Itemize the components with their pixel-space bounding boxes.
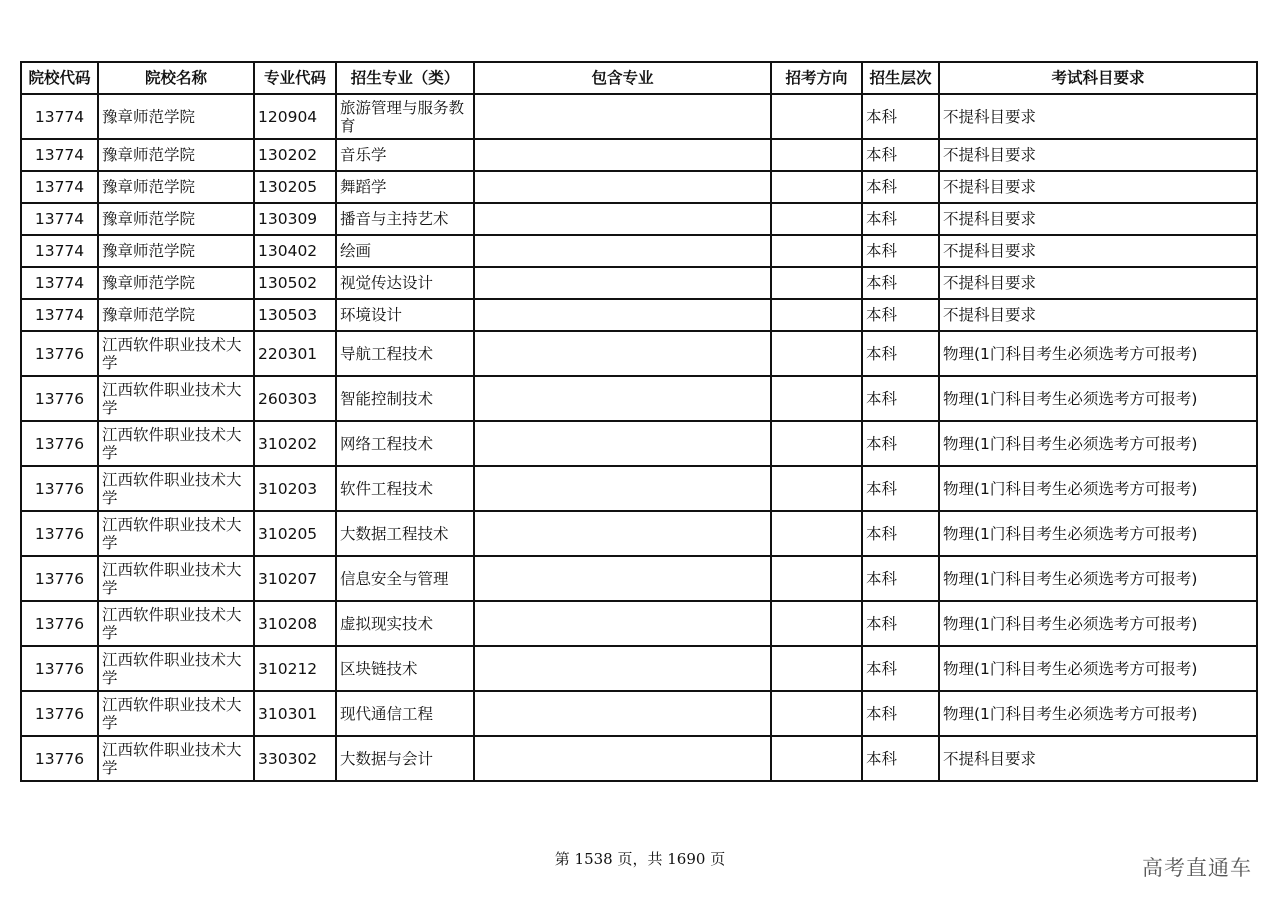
cell-major-category: 导航工程技术 — [336, 331, 474, 376]
table-row — [21, 331, 1257, 376]
cell-school-code: 13776 — [21, 511, 98, 556]
cell-included-majors — [474, 139, 771, 171]
cell-school-code: 13774 — [21, 203, 98, 235]
cell-school-code: 13774 — [21, 94, 98, 139]
cell-school-name: 豫章师范学院 — [98, 94, 254, 139]
cell-school-name: 豫章师范学院 — [98, 267, 254, 299]
cell-major-code: 260303 — [254, 376, 336, 421]
cell-school-code: 13776 — [21, 691, 98, 736]
cell-major-code: 310205 — [254, 511, 336, 556]
cell-exam-direction — [771, 139, 862, 171]
cell-included-majors — [474, 267, 771, 299]
cell-major-category: 视觉传达设计 — [336, 267, 474, 299]
cell-exam-direction — [771, 646, 862, 691]
cell-major-code: 130309 — [254, 203, 336, 235]
cell-school-name: 江西软件职业技术大学 — [98, 376, 254, 421]
cell-major-category: 环境设计 — [336, 299, 474, 331]
header-school-code: 院校代码 — [21, 62, 98, 94]
cell-school-code: 13774 — [21, 235, 98, 267]
cell-major-category: 大数据工程技术 — [336, 511, 474, 556]
cell-enrollment-level: 本科 — [862, 267, 939, 299]
cell-subject-requirements: 不提科目要求 — [939, 235, 1257, 267]
table-row — [21, 466, 1257, 511]
cell-subject-requirements: 物理(1门科目考生必须选考方可报考) — [939, 601, 1257, 646]
cell-exam-direction — [771, 691, 862, 736]
cell-included-majors — [474, 511, 771, 556]
table-row — [21, 556, 1257, 601]
header-enrollment-level: 招生层次 — [862, 62, 939, 94]
cell-subject-requirements: 物理(1门科目考生必须选考方可报考) — [939, 331, 1257, 376]
cell-major-code: 130502 — [254, 267, 336, 299]
page-number: 第 1538 页，共 1690 页 — [554, 850, 726, 868]
cell-exam-direction — [771, 466, 862, 511]
cell-major-code: 330302 — [254, 736, 336, 781]
cell-school-code: 13776 — [21, 601, 98, 646]
cell-school-name: 豫章师范学院 — [98, 139, 254, 171]
cell-major-code: 130202 — [254, 139, 336, 171]
table-row — [21, 511, 1257, 556]
cell-school-code: 13774 — [21, 171, 98, 203]
cell-school-name: 江西软件职业技术大学 — [98, 556, 254, 601]
cell-exam-direction — [771, 235, 862, 267]
cell-school-name: 江西软件职业技术大学 — [98, 736, 254, 781]
cell-school-code: 13776 — [21, 646, 98, 691]
header-exam-direction: 招考方向 — [771, 62, 862, 94]
cell-major-code: 130205 — [254, 171, 336, 203]
cell-included-majors — [474, 376, 771, 421]
cell-included-majors — [474, 331, 771, 376]
header-major-code: 专业代码 — [254, 62, 336, 94]
cell-enrollment-level: 本科 — [862, 466, 939, 511]
cell-included-majors — [474, 421, 771, 466]
cell-school-code: 13776 — [21, 556, 98, 601]
table-row — [21, 235, 1257, 267]
cell-subject-requirements: 不提科目要求 — [939, 267, 1257, 299]
cell-major-code: 310202 — [254, 421, 336, 466]
cell-major-code: 220301 — [254, 331, 336, 376]
cell-major-category: 音乐学 — [336, 139, 474, 171]
cell-school-name: 江西软件职业技术大学 — [98, 691, 254, 736]
cell-exam-direction — [771, 556, 862, 601]
cell-major-category: 现代通信工程 — [336, 691, 474, 736]
cell-school-name: 江西软件职业技术大学 — [98, 466, 254, 511]
cell-major-category: 大数据与会计 — [336, 736, 474, 781]
admissions-table — [20, 61, 1258, 782]
table-row — [21, 267, 1257, 299]
cell-included-majors — [474, 235, 771, 267]
cell-subject-requirements: 物理(1门科目考生必须选考方可报考) — [939, 511, 1257, 556]
cell-school-name: 豫章师范学院 — [98, 299, 254, 331]
cell-included-majors — [474, 94, 771, 139]
cell-included-majors — [474, 601, 771, 646]
cell-school-code: 13776 — [21, 331, 98, 376]
cell-school-code: 13776 — [21, 421, 98, 466]
cell-major-code: 310208 — [254, 601, 336, 646]
cell-included-majors — [474, 736, 771, 781]
cell-major-category: 舞蹈学 — [336, 171, 474, 203]
table-row — [21, 171, 1257, 203]
cell-school-code: 13776 — [21, 466, 98, 511]
cell-school-name: 江西软件职业技术大学 — [98, 511, 254, 556]
cell-exam-direction — [771, 267, 862, 299]
table-row — [21, 601, 1257, 646]
cell-major-category: 虚拟现实技术 — [336, 601, 474, 646]
cell-included-majors — [474, 691, 771, 736]
cell-included-majors — [474, 556, 771, 601]
cell-enrollment-level: 本科 — [862, 601, 939, 646]
cell-major-category: 智能控制技术 — [336, 376, 474, 421]
cell-exam-direction — [771, 421, 862, 466]
table-row — [21, 736, 1257, 781]
cell-subject-requirements: 不提科目要求 — [939, 171, 1257, 203]
cell-exam-direction — [771, 203, 862, 235]
cell-enrollment-level: 本科 — [862, 299, 939, 331]
cell-school-name: 豫章师范学院 — [98, 171, 254, 203]
cell-major-category: 播音与主持艺术 — [336, 203, 474, 235]
cell-school-name: 江西软件职业技术大学 — [98, 331, 254, 376]
cell-school-name: 豫章师范学院 — [98, 235, 254, 267]
cell-major-category: 软件工程技术 — [336, 466, 474, 511]
cell-included-majors — [474, 466, 771, 511]
cell-subject-requirements: 不提科目要求 — [939, 94, 1257, 139]
cell-subject-requirements: 不提科目要求 — [939, 736, 1257, 781]
cell-exam-direction — [771, 736, 862, 781]
cell-enrollment-level: 本科 — [862, 139, 939, 171]
cell-major-category: 网络工程技术 — [336, 421, 474, 466]
cell-school-name: 豫章师范学院 — [98, 203, 254, 235]
cell-major-category: 信息安全与管理 — [336, 556, 474, 601]
cell-subject-requirements: 不提科目要求 — [939, 139, 1257, 171]
cell-major-category: 旅游管理与服务教育 — [336, 94, 474, 139]
cell-school-code: 13776 — [21, 736, 98, 781]
cell-exam-direction — [771, 171, 862, 203]
cell-school-code: 13774 — [21, 299, 98, 331]
table-row — [21, 691, 1257, 736]
cell-exam-direction — [771, 376, 862, 421]
header-major-category: 招生专业（类） — [336, 62, 474, 94]
cell-enrollment-level: 本科 — [862, 171, 939, 203]
cell-school-code: 13776 — [21, 376, 98, 421]
cell-enrollment-level: 本科 — [862, 331, 939, 376]
cell-major-code: 310203 — [254, 466, 336, 511]
cell-exam-direction — [771, 331, 862, 376]
cell-subject-requirements: 物理(1门科目考生必须选考方可报考) — [939, 376, 1257, 421]
table-row — [21, 646, 1257, 691]
cell-school-name: 江西软件职业技术大学 — [98, 601, 254, 646]
table-body — [21, 94, 1257, 781]
cell-enrollment-level: 本科 — [862, 235, 939, 267]
cell-enrollment-level: 本科 — [862, 691, 939, 736]
cell-major-category: 区块链技术 — [336, 646, 474, 691]
cell-enrollment-level: 本科 — [862, 556, 939, 601]
cell-enrollment-level: 本科 — [862, 511, 939, 556]
cell-subject-requirements: 物理(1门科目考生必须选考方可报考) — [939, 646, 1257, 691]
cell-enrollment-level: 本科 — [862, 203, 939, 235]
cell-school-name: 江西软件职业技术大学 — [98, 646, 254, 691]
table-row — [21, 299, 1257, 331]
cell-enrollment-level: 本科 — [862, 646, 939, 691]
cell-major-code: 130503 — [254, 299, 336, 331]
table-row — [21, 376, 1257, 421]
table-row — [21, 94, 1257, 139]
cell-major-code: 120904 — [254, 94, 336, 139]
cell-major-code: 310212 — [254, 646, 336, 691]
cell-enrollment-level: 本科 — [862, 376, 939, 421]
cell-included-majors — [474, 299, 771, 331]
watermark-text: 高考直通车 — [1142, 856, 1252, 880]
cell-subject-requirements: 物理(1门科目考生必须选考方可报考) — [939, 556, 1257, 601]
cell-exam-direction — [771, 299, 862, 331]
cell-enrollment-level: 本科 — [862, 94, 939, 139]
cell-subject-requirements: 物理(1门科目考生必须选考方可报考) — [939, 466, 1257, 511]
cell-school-code: 13774 — [21, 139, 98, 171]
cell-enrollment-level: 本科 — [862, 736, 939, 781]
cell-major-category: 绘画 — [336, 235, 474, 267]
cell-included-majors — [474, 203, 771, 235]
header-subject-requirements: 考试科目要求 — [939, 62, 1257, 94]
cell-exam-direction — [771, 94, 862, 139]
header-included-majors: 包含专业 — [474, 62, 771, 94]
cell-major-code: 310207 — [254, 556, 336, 601]
table-row — [21, 139, 1257, 171]
cell-subject-requirements: 不提科目要求 — [939, 203, 1257, 235]
cell-enrollment-level: 本科 — [862, 421, 939, 466]
cell-exam-direction — [771, 511, 862, 556]
cell-subject-requirements: 物理(1门科目考生必须选考方可报考) — [939, 691, 1257, 736]
cell-included-majors — [474, 171, 771, 203]
cell-major-code: 130402 — [254, 235, 336, 267]
cell-school-code: 13774 — [21, 267, 98, 299]
cell-school-name: 江西软件职业技术大学 — [98, 421, 254, 466]
cell-subject-requirements: 物理(1门科目考生必须选考方可报考) — [939, 421, 1257, 466]
table-row — [21, 203, 1257, 235]
table-row — [21, 421, 1257, 466]
cell-subject-requirements: 不提科目要求 — [939, 299, 1257, 331]
header-row — [21, 62, 1257, 94]
cell-major-code: 310301 — [254, 691, 336, 736]
cell-exam-direction — [771, 601, 862, 646]
header-school-name: 院校名称 — [98, 62, 254, 94]
cell-included-majors — [474, 646, 771, 691]
